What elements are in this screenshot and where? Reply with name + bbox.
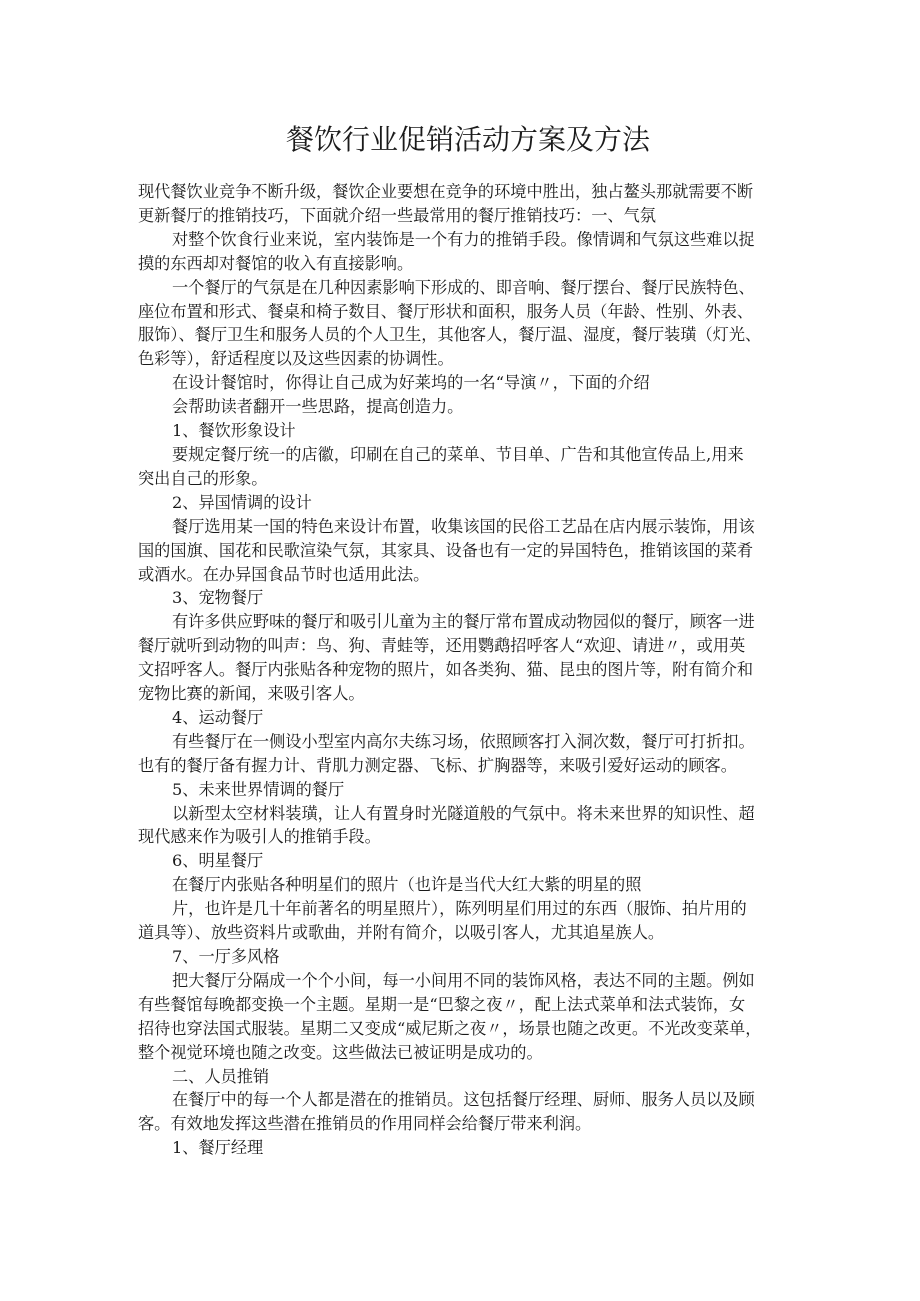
text-line: 1、餐厅经理 bbox=[172, 1138, 264, 1158]
text-line: 招待也穿法国式服装。星期二又变成“威尼斯之夜〃，场景也随之改更。不光改变菜单， bbox=[138, 1018, 762, 1038]
text-line: 有些餐厅在一侧设小型室内高尔夫练习场，依照顾客打入洞次数，餐厅可打折扣。 bbox=[172, 731, 755, 751]
text-line: 更新餐厅的推销技巧，下面就介绍一些最常用的餐厅推销技巧：一、气氛 bbox=[138, 205, 656, 225]
text-line: 7、一厅多风格 bbox=[172, 947, 280, 966]
text-line: 或酒水。在办异国食品节时也适用此法。 bbox=[138, 564, 430, 584]
text-line: 2、异国情调的设计 bbox=[172, 492, 312, 512]
text-line: 5、未来世界情调的餐厅 bbox=[172, 779, 345, 799]
text-line: 服饰）、餐厅卫生和服务人员的个人卫生，其他客人，餐厅温、湿度，餐厅装璜（灯光、 bbox=[138, 325, 762, 345]
text-line: 餐厅就听到动物的叫声：鸟、狗、青蛙等，还用鹦鹉招呼客人“欢迎、请进〃，或用英 bbox=[138, 636, 746, 656]
text-line: 有些餐馆每晚都变换一个主题。星期一是“巴黎之夜〃，配上法式菜单和法式装饰，女 bbox=[138, 994, 746, 1014]
text-line: 宠物比赛的新闻，来吸引客人。 bbox=[138, 684, 365, 704]
text-line: 要规定餐厅统一的店徽，印刷在自己的菜单、节目单、广告和其他宣传品上,用来 bbox=[172, 444, 744, 464]
text-line: 以新型太空材料装璜，让人有置身时光隧道般的气氛中。将未来世界的知识性、超 bbox=[172, 803, 755, 823]
text-line: 现代餐饮业竞争不断升级，餐饮企业要想在竞争的环境中胜出，独占鳌头那就需要不断 bbox=[138, 182, 754, 201]
text-line: 客。有效地发挥这些潜在推销员的作用同样会给餐厅带来利润。 bbox=[138, 1114, 592, 1134]
text-line: 二、人员推销 bbox=[172, 1066, 270, 1086]
text-line: 对整个饮食行业来说，室内装饰是一个有力的推销手段。像情调和气氛这些难以捉 bbox=[172, 229, 755, 249]
text-line: 片，也许是几十年前著名的明星照片），陈列明星们用过的东西（服饰、拍片用的 bbox=[172, 899, 747, 919]
text-line: 4、运动餐厅 bbox=[172, 707, 264, 727]
text-line: 3、宠物餐厅 bbox=[172, 588, 264, 608]
text-line: 座位布置和形式、餐桌和椅子数目、餐厅形状和面积，服务人员（年龄、性别、外表、 bbox=[138, 301, 754, 321]
text-line: 整个视觉环境也随之改变。这些做法已被证明是成功的。 bbox=[138, 1042, 543, 1062]
text-line: 把大餐厅分隔成一个个小间，每一小间用不同的装饰风格，表达不同的主题。例如 bbox=[172, 970, 755, 990]
text-line: 摸的东西却对餐馆的收入有直接影响。 bbox=[138, 253, 414, 273]
text-line: 餐厅选用某一国的特色来设计布置，收集该国的民俗工艺品在店内展示装饰，用该 bbox=[172, 516, 755, 536]
text-line: 一个餐厅的气氛是在几种因素影响下形成的、即音响、餐厅摆台、餐厅民族特色、 bbox=[172, 277, 755, 297]
text-line: 色彩等），舒适程度以及这些因素的协调性。 bbox=[138, 349, 454, 369]
text-line: 突出自己的形象。 bbox=[138, 468, 268, 488]
text-line: 会帮助读者翻开一些思路，提高创造力。 bbox=[172, 397, 464, 417]
text-line: 在餐厅内张贴各种明星们的照片（也许是当代大红大紫的明星的照 bbox=[172, 875, 642, 895]
text-line: 道具等）、放些资料片或歌曲，并附有简介，以吸引客人，尤其追星族人。 bbox=[138, 923, 665, 943]
document-page bbox=[138, 0, 798, 1160]
text-line: 也有的餐厅备有握力计、背肌力测定器、飞标、扩胸器等，来吸引爱好运动的顾客。 bbox=[138, 755, 737, 775]
text-line: 1、餐饮形象设计 bbox=[172, 421, 296, 441]
text-line: 国的国旗、国花和民歌渲染气氛，其家具、设备也有一定的异国特色，推销该国的菜肴 bbox=[138, 540, 754, 560]
document-body bbox=[138, 180, 798, 1160]
text-line: 有许多供应野味的餐厅和吸引儿童为主的餐厅常布置成动物园似的餐厅，顾客一进 bbox=[172, 612, 755, 632]
text-line: 现代感来作为吸引人的推销手段。 bbox=[138, 827, 381, 847]
text-line: 在餐厅中的每一个人都是潜在的推销员。这包括餐厅经理、厨师、服务人员以及顾 bbox=[172, 1090, 755, 1110]
text-line: 文招呼客人。餐厅内张贴各种宠物的照片，如各类狗、猫、昆虫的图片等，附有简介和 bbox=[138, 660, 754, 680]
text-line: 6、明星餐厅 bbox=[172, 851, 264, 871]
text-line: 在设计餐馆时，你得让自己成为好莱坞的一名“导演〃，下面的介绍 bbox=[172, 373, 650, 393]
document-title: 餐饮行业促销活动方案及方法 bbox=[285, 123, 650, 156]
